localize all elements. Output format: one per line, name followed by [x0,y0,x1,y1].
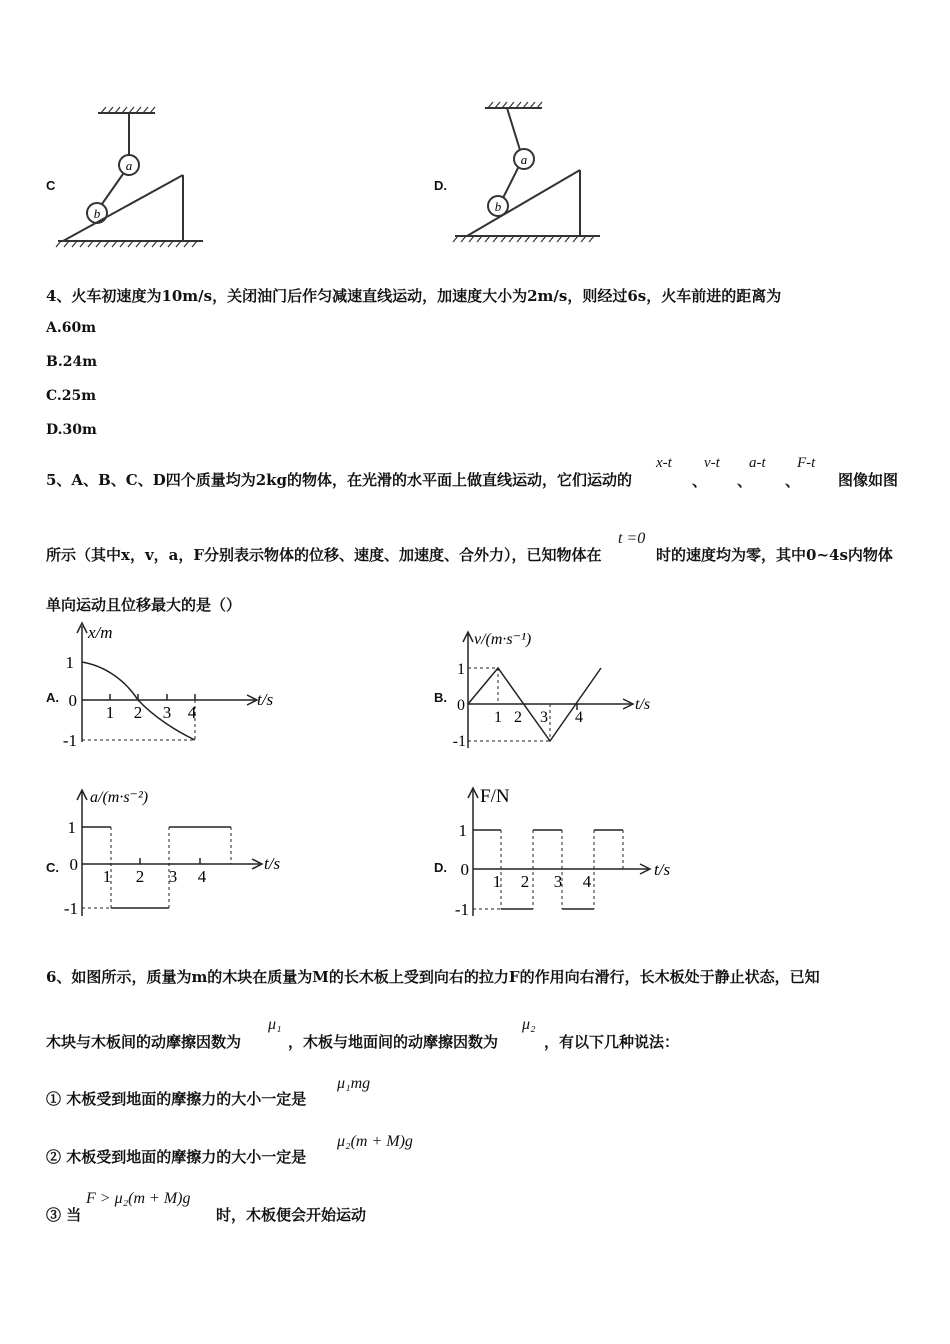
q4-option-b: B.24m [46,354,98,370]
q5-line1-end: 图像如图 [838,471,899,489]
graph-b-xtick: 1 [494,709,502,726]
graph-c-ytick: -1 [63,899,78,918]
graph-b-label: B. [434,690,447,705]
graph-type-at: a-t [749,455,766,471]
q5-line1: 5、A、B、C、D四个质量均为2kg的物体，在光滑的水平面上做直线运动，它们运动的 [46,471,633,489]
graph-d-ytick: 1 [458,821,467,840]
q4-option-d: D.30m [46,422,97,438]
graph-a-xtick: 2 [133,703,143,722]
graph-b-vt [446,624,676,754]
statement-3: ③ 当 [46,1206,82,1224]
graph-d-label: D. [434,860,447,875]
statement-1-formula: μ₁mg [337,1075,371,1092]
graph-a-ytick: 0 [68,691,77,710]
graph-d-xtick: 4 [582,872,592,891]
separator: 、 [785,472,801,490]
separator: 、 [692,472,708,490]
graph-d-ytick: -1 [454,900,469,919]
q4-option-c: C.25m [46,388,97,404]
q6-line2-end: ，有以下几种说法： [544,1033,680,1051]
graph-a-xtick: 1 [105,703,115,722]
graph-type-vt: v-t [704,455,720,471]
graph-c-xtick: 3 [168,867,178,886]
graph-c-xtick: 2 [135,867,145,886]
graph-a-xtick: 3 [162,703,172,722]
q4-stem: 4、火车初速度为10m/s，关闭油门后作匀减速直线运动，加速度大小为2m/s，则经过6s，火车前进的距离为 [46,287,782,305]
graph-c-label: C. [46,860,59,875]
graph-c-ytick: 0 [69,855,78,874]
q5-line2-end: 时的速度均为零，其中0~4s内物体 [656,546,893,564]
svg-text:b: b [93,206,101,221]
graph-c-at [60,782,290,922]
statement-2: ② 木板受到地面的摩擦力的大小一定是 [46,1148,307,1166]
graph-b-xtick: 3 [540,709,548,726]
option-c-label: C [46,178,56,193]
svg-text:a: a [520,152,528,167]
graph-b-ytick: 1 [457,661,465,678]
figure-c-incline-balls [55,105,210,250]
graph-d-ft [448,780,680,922]
graph-c-xlabel: t/s [264,854,281,873]
graph-type-ft: F-t [797,455,816,471]
graph-d-ytick: 0 [460,860,469,879]
graph-b-xtick: 2 [514,709,522,726]
q5-line2: 所示（其中x，v，a，F分别表示物体的位移、速度、加速度、合外力），已知物体在 [46,546,602,564]
graph-c-xtick: 4 [197,867,207,886]
graph-b-xtick: 4 [575,709,583,726]
graph-d-xtick: 2 [520,872,530,891]
mu2-symbol: μ₂ [522,1016,536,1033]
graph-b-xlabel: t/s [635,696,651,713]
graph-c-xtick: 1 [102,867,112,886]
graph-b-ytick: 0 [457,697,465,714]
graph-d-xtick: 1 [492,872,502,891]
graph-b-ylabel: v/(m·s⁻¹) [474,631,532,648]
mu1-symbol: μ₁ [268,1016,282,1033]
graph-type-xt: x-t [656,455,672,471]
graph-c-ytick: 1 [67,818,76,837]
q5-line3: 单向运动且位移最大的是（） [46,596,242,614]
q4-option-a: A.60m [46,320,97,336]
graph-b-ytick: -1 [452,733,466,750]
option-d-label: D. [434,178,447,193]
graph-d-xtick: 3 [553,872,563,891]
statement-3-formula: F > μ₂(m + M)g [86,1190,191,1207]
statement-2-formula: μ₂(m + M)g [337,1133,413,1150]
statement-3-end: 时，木板便会开始运动 [216,1206,367,1224]
q6-line2: 木块与木板间的动摩擦因数为 [46,1033,242,1051]
figure-d-incline-balls [452,98,607,248]
graph-a-ylabel: x/m [88,623,113,642]
graph-a-xlabel: t/s [257,690,274,709]
svg-text:a: a [125,158,133,173]
graph-c-ylabel: a/(m·s⁻²) [90,789,149,806]
graph-d-ylabel: F/N [480,786,510,807]
graph-d-xlabel: t/s [654,860,671,879]
separator: 、 [737,472,753,490]
graph-a-ytick: -1 [62,731,77,750]
graph-a-xtick: 4 [187,703,197,722]
statement-1: ① 木板受到地面的摩擦力的大小一定是 [46,1090,307,1108]
svg-text:b: b [494,199,502,214]
graph-a-ytick: 1 [65,653,74,672]
graph-a-label: A. [46,690,59,705]
graph-a-xt [60,618,290,753]
q6-line2-mid: ，木板与地面间的动摩擦因数为 [288,1033,499,1051]
t-equals-zero: t =0 [618,530,646,547]
q6-line1: 6、如图所示，质量为m的木块在质量为M的长木板上受到向右的拉力F的作用向右滑行，长木板处于静止状态，已知 [46,968,820,986]
